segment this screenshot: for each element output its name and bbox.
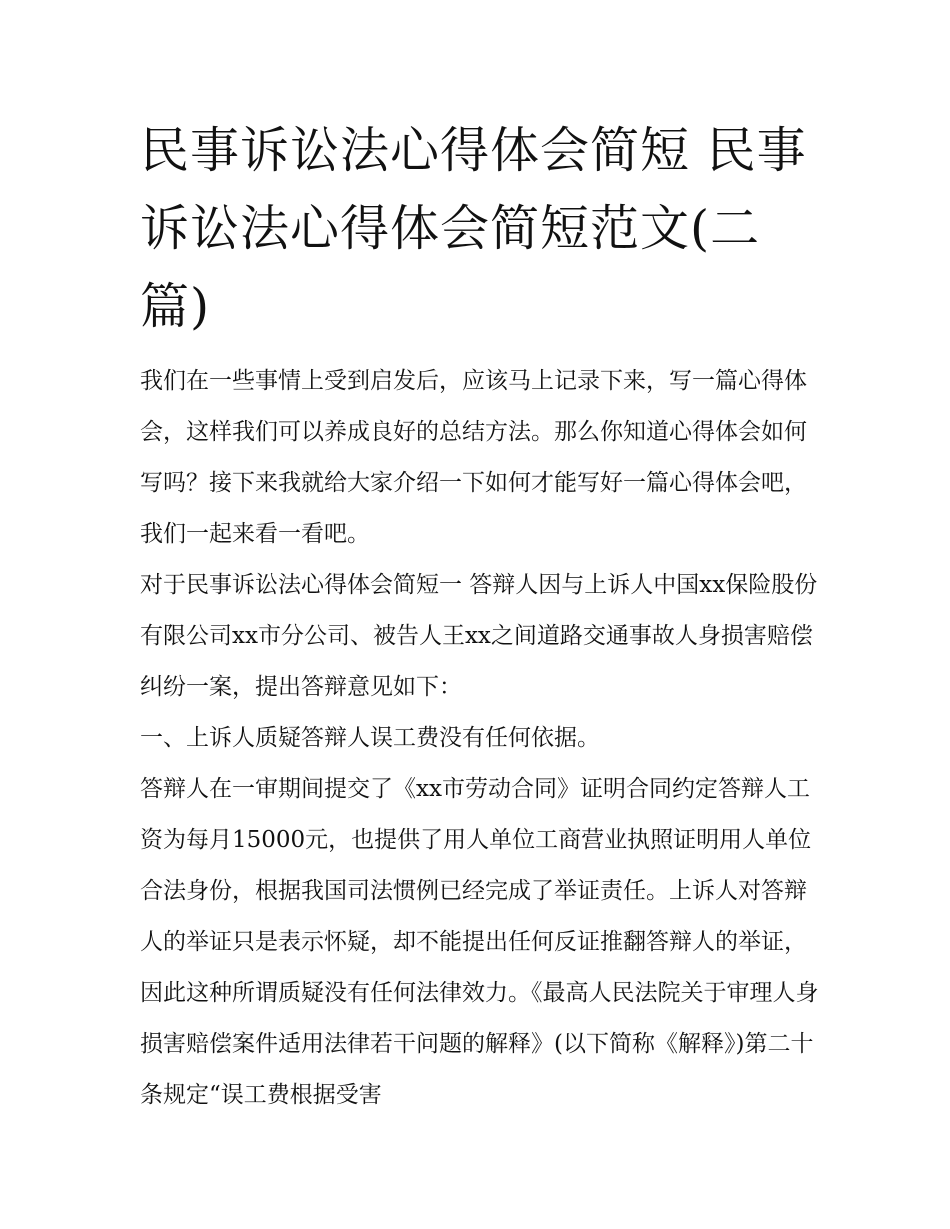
paragraph-intro: 我们在一些事情上受到启发后，应该马上记录下来，写一篇心得体会，这样我们可以养成良好的总结方法。那么你知道心得体会如何写吗？接下来我就给大家介绍一下如何才能写好一篇心得体会吧，我们一起来看一看吧。	[140, 368, 807, 547]
paragraph-argument: 答辩人在一审期间提交了《xx市劳动合同》证明合同约定答辩人工资为每月15000元，也提供了用人单位工商营业执照证明用人单位合法身份，根据我国司法惯例已经完成了举证责任。上诉人对答辩人的举证只是表示怀疑，却不能提出任何反证推翻答辩人的举证，因此这种所谓质疑没有任何法律效力。《最高人民法院关于审理人身损害赔偿案件适用法律若干问题的解释》(以下简称《解释》)第二十条规定“误工费根据受害	[140, 776, 819, 1108]
paragraph-case-intro: 对于民事诉讼法心得体会简短一 答辩人因与上诉人中国xx保险股份有限公司xx市分公司、被告人王xx之间道路交通事故人身损害赔偿纠纷一案，提出答辩意见如下：	[140, 572, 818, 700]
document-title: 民事诉讼法心得体会简短 民事诉讼法心得体会简短范文(二篇)	[140, 122, 807, 335]
paragraph-section-heading: 一、上诉人质疑答辩人误工费没有任何依据。	[140, 725, 600, 751]
document-body	[140, 356, 820, 1121]
